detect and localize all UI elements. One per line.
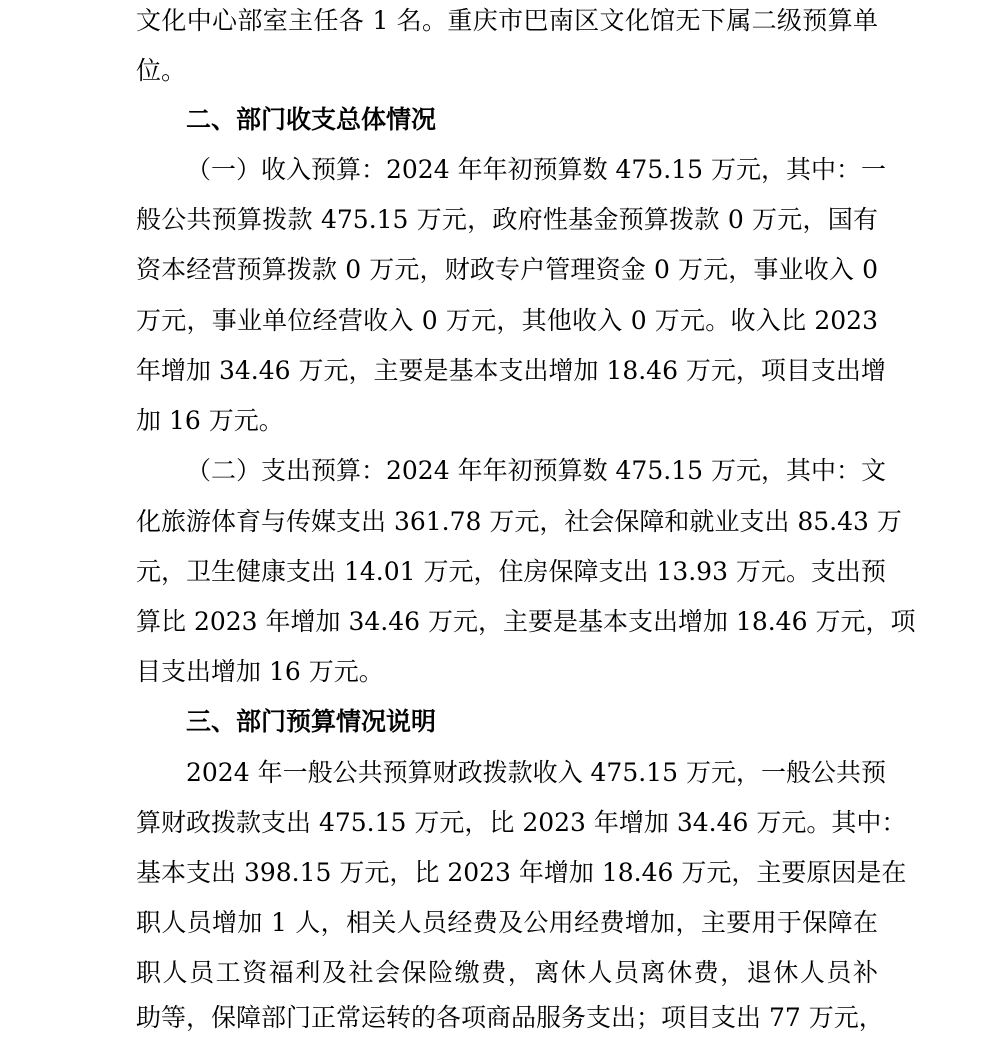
paragraph-line: 基本支出 398.15 万元，比 2023 年增加 18.46 万元，主要原因是在 [136,858,907,887]
paragraph-line: 加 16 万元。 [136,406,284,435]
paragraph-line: 职人员增加 1 人，相关人员经费及公用经费增加，主要用于保障在 [136,908,878,937]
paragraph-line: 目支出增加 16 万元。 [136,657,384,686]
paragraph-line: 算财政拨款支出 475.15 万元，比 2023 年增加 34.46 万元。其中： [136,808,907,837]
paragraph-line: 职人员工资福利及社会保险缴费，离休人员离休费，退休人员补 [136,958,878,987]
paragraph-line: 般公共预算拨款 475.15 万元，政府性基金预算拨款 0 万元，国有 [136,205,878,234]
paragraph-line: （二）支出预算：2024 年年初预算数 475.15 万元，其中：文 [186,456,886,485]
paragraph-line: 万元，事业单位经营收入 0 万元，其他收入 0 万元。收入比 2023 [136,306,878,335]
paragraph-line: 助等，保障部门正常运转的各项商品服务支出；项目支出 77 万元， [136,1003,884,1032]
paragraph-line: 元，卫生健康支出 14.01 万元，住房保障支出 13.93 万元。支出预 [136,557,886,586]
paragraph-line: 年增加 34.46 万元，主要是基本支出增加 18.46 万元，项目支出增 [136,356,886,385]
paragraph-line: 文化中心部室主任各 1 名。重庆市巴南区文化馆无下属二级预算单 [136,6,878,35]
paragraph-line: 化旅游体育与传媒支出 361.78 万元，社会保障和就业支出 85.43 万 [136,507,902,536]
paragraph-line: 算比 2023 年增加 34.46 万元，主要是基本支出增加 18.46 万元，项 [136,607,916,636]
section-heading: 三、部门预算情况说明 [186,707,437,736]
paragraph-line: （一）收入预算：2024 年年初预算数 475.15 万元，其中：一 [186,155,886,184]
paragraph-line: 位。 [136,56,187,85]
section-heading: 二、部门收支总体情况 [186,105,437,134]
paragraph-line: 2024 年一般公共预算财政拨款收入 475.15 万元，一般公共预 [186,758,886,787]
paragraph-line: 资本经营预算拨款 0 万元，财政专户管理资金 0 万元，事业收入 0 [136,255,878,284]
